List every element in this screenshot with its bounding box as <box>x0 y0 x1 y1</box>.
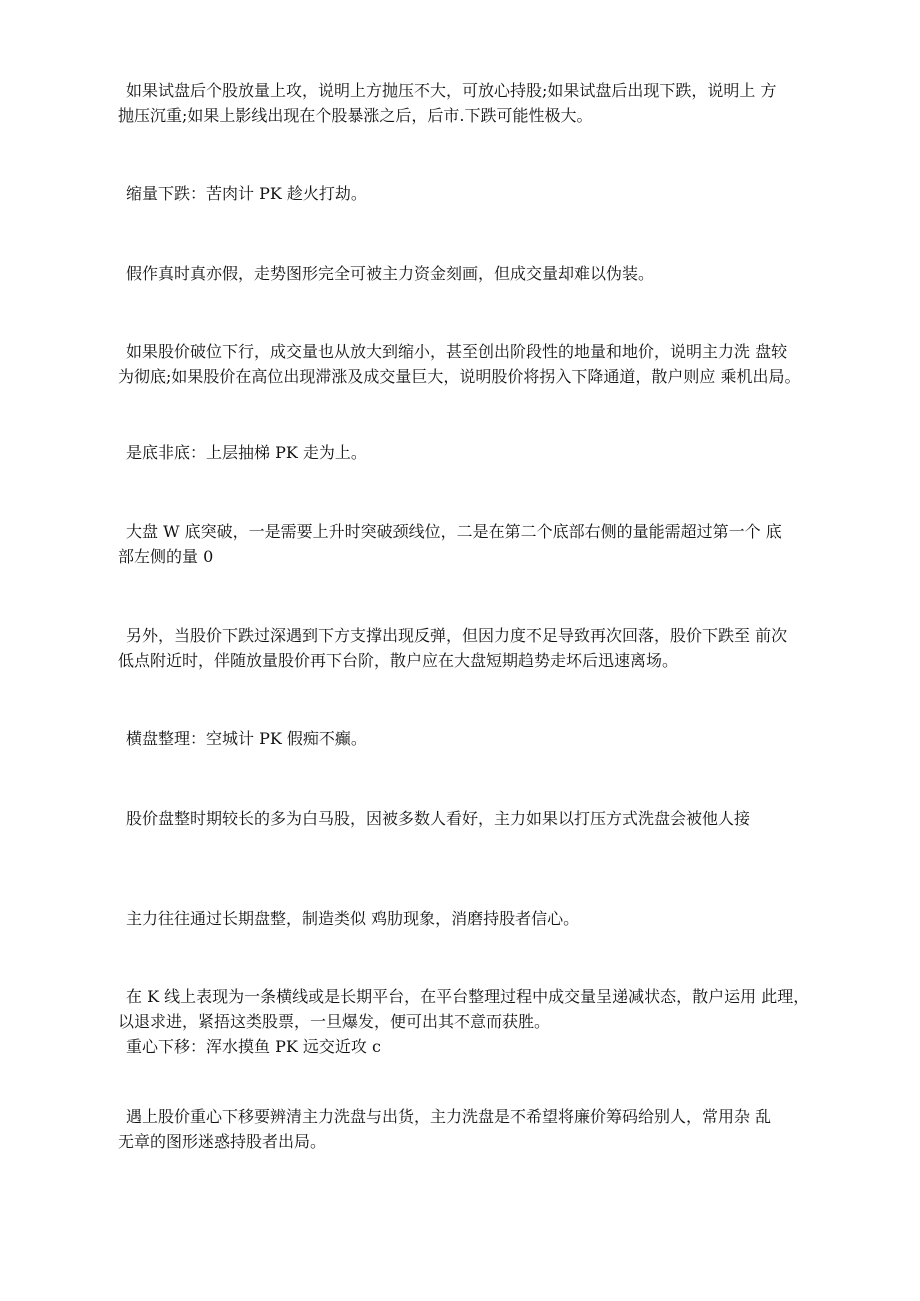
paragraph-w-bottom <box>118 519 808 569</box>
text-line: 是底非底：上层抽梯 PK 走为上。 <box>126 443 367 462</box>
text-line: 重心下移：浑水摸鱼 PK 远交近攻 c <box>126 1037 381 1056</box>
text-line: 横盘整理：空城计 PK 假痴不癫。 <box>126 729 367 748</box>
text-line: 部左侧的量 0 <box>118 547 214 566</box>
paragraph-long-consolidation <box>118 906 808 931</box>
text-line: 低点附近时，伴随放量股价再下台阶，散户应在大盘短期趋势走坏后迅速离场。 <box>118 651 679 670</box>
text-line: 无章的图形迷惑持股者出局。 <box>118 1132 327 1151</box>
paragraph-trial-rise <box>118 78 808 128</box>
paragraph-k-line-platform <box>118 984 808 1059</box>
text-line: 遇上股价重心下移要辨清主力洗盘与出货，主力洗盘是不希望将廉价筹码给别人，常用杂 乱 <box>126 1107 772 1126</box>
text-line: 如果股价破位下行，成交量也从放大到缩小，甚至创出阶段性的地量和地价，说明主力洗 盘较 <box>126 342 788 361</box>
text-line: 假作真时真亦假，走势图形完全可被主力资金刻画，但成交量却难以伪装。 <box>126 264 655 283</box>
paragraph-fake-true <box>118 261 808 286</box>
text-line: 在 K 线上表现为一条横线或是长期平台，在平台整理过程中成交量呈递减状态，散户运用 此理， <box>126 987 810 1006</box>
heading-shrinking-volume-decline <box>118 181 808 206</box>
text-line: 抛压沉重;如果上影线出现在个股暴涨之后，后市.下跌可能性极大。 <box>118 106 593 125</box>
text-line: 股价盘整时期较长的多为白马股，因被多数人看好，主力如果以打压方式洗盘会被他人接 <box>126 809 751 828</box>
paragraph-price-breakdown <box>118 339 808 389</box>
paragraph-center-shift <box>118 1104 808 1154</box>
paragraph-rebound <box>118 623 808 673</box>
text-line: 如果试盘后个股放量上攻，说明上方抛压不大，可放心持股;如果试盘后出现下跌，说明上 方 <box>126 81 777 100</box>
heading-bottom-not-bottom <box>118 440 808 465</box>
text-line: 主力往往通过长期盘整，制造类似 鸡肋现象，消磨持股者信心。 <box>126 909 580 928</box>
text-line: 大盘 W 底突破，一是需要上升时突破颈线位，二是在第二个底部右侧的量能需超过第一个 底 <box>126 522 782 541</box>
text-line: 以退求进，紧捂这类股票，一旦爆发，便可出其不意而获胜。 <box>118 1012 551 1031</box>
text-line: 另外，当股价下跌过深遇到下方支撑出现反弹，但因力度不足导致再次回落，股价下跌至 前次 <box>126 626 788 645</box>
heading-sideways-consolidation <box>118 726 808 751</box>
paragraph-blue-chip <box>118 806 808 831</box>
text-line: 为彻底;如果股价在高位出现滞涨及成交量巨大，说明股价将拐入下降通道，散户则应 乘机出局。 <box>118 367 801 386</box>
text-line: 缩量下跌：苦肉计 PK 趁火打劫。 <box>126 184 367 203</box>
